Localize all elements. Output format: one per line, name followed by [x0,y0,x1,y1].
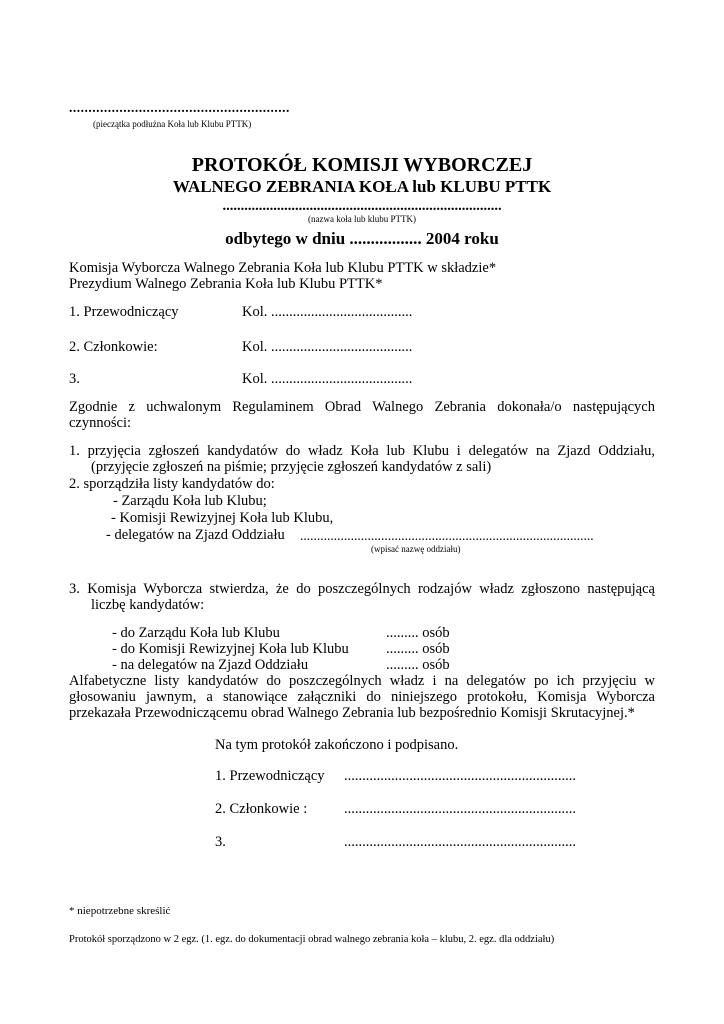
intro-line-2: Prezydium Walnego Zebrania Koła lub Klubu PTTK* [69,276,383,292]
branch-name-dots: ....................................................................................... [300,528,594,543]
document-title: PROTOKÓŁ KOMISJI WYBORCZEJ [191,154,533,176]
action-item-1-detail: (przyjęcie zgłoszeń na piśmie; przyjęcie zgłoszeń kandydatów z sali) [91,459,492,475]
signing-intro: Na tym protokół zakończono i podpisano. [215,737,459,753]
club-name-dots: ............................................................................. [222,198,502,214]
branch-name-caption: (wpisać nazwę oddziału) [371,544,461,554]
signing-label-1: 1. Przewodniczący [215,768,325,784]
club-name-caption: (nazwa koła lub klubu PTTK) [308,214,416,224]
date-line: odbytego w dniu ................. 2004 roku [225,229,499,248]
actions-intro-line-1: Zgodnie z uchwalonym Regulaminem Obrad Walnego Zebrania dokonała/o następujących [69,399,655,415]
action-sub-3: - delegatów na Zjazd Oddziału [106,527,285,543]
member-role-3: 3. [69,371,80,387]
candidates-label-1: - do Zarządu Koła lub Klubu [112,625,280,641]
member-role-1: 1. Przewodniczący [69,304,179,320]
member-value-2: Kol. ....................................... [242,339,413,355]
candidates-value-3: ......... osób [386,657,450,673]
footnote-star: * niepotrzebne skreślić [69,905,171,917]
action-sub-1: - Zarządu Koła lub Klubu; [113,493,267,509]
candidates-label-2: - do Komisji Rewizyjnej Koła lub Klubu [112,641,349,657]
closing-line-3: przekazała Przewodniczącemu obrad Walnego Zebrania lub bezpośrednio Komisji Skrutacyjnej.* [69,705,635,721]
member-value-1: Kol. ....................................... [242,304,413,320]
signing-label-3: 3. [215,834,226,850]
intro-line-1: Komisja Wyborcza Walnego Zebrania Koła lub Klubu PTTK w składzie* [69,260,497,276]
candidates-label-3: - na delegatów na Zjazd Oddziału [112,657,309,673]
action-item-2: 2. sporządziła listy kandydatów do: [69,476,275,492]
closing-line-1: Alfabetyczne listy kandydatów do poszczególnych władz i na delegatów po ich przyjęciu w [69,673,655,689]
action-sub-2: - Komisji Rewizyjnej Koła lub Klubu, [111,510,334,526]
signing-label-2: 2. Członkowie : [215,801,308,817]
candidates-value-1: ......... osób [386,625,450,641]
actions-intro-line-2: czynności: [69,415,132,431]
action-item-1: 1. przyjęcia zgłoszeń kandydatów do władz Koła lub Klubu i delegatów na Zjazd Oddziału, [69,443,655,459]
signing-dots-3: ................................................................ [344,834,576,850]
statement-line-1: 3. Komisja Wyborcza stwierdza, że do poszczególnych rodzajów władz zgłoszono następującą [69,581,655,597]
signing-dots-2: ................................................................ [344,801,576,817]
document-subtitle: WALNEGO ZEBRANIA KOŁA lub KLUBU PTTK [172,177,552,196]
statement-line-2: liczbę kandydatów: [91,597,205,613]
member-role-2: 2. Członkowie: [69,339,158,355]
closing-line-2: głosowaniu jawnym, a stanowiące załączniki do niniejszego protokołu, Komisja Wyborcza [69,689,655,705]
stamp-dots: ......................................................... [69,100,290,115]
member-value-3: Kol. ....................................... [242,371,413,387]
signing-dots-1: ................................................................ [344,768,576,784]
candidates-value-2: ......... osób [386,641,450,657]
footnote-copies: Protokół sporządzono w 2 egz. (1. egz. do dokumentacji obrad walnego zebrania koła – klubu, 2. egz. dla oddziału) [69,934,555,945]
stamp-caption: (pieczątka podłużna Koła lub Klubu PTTK) [93,119,252,129]
